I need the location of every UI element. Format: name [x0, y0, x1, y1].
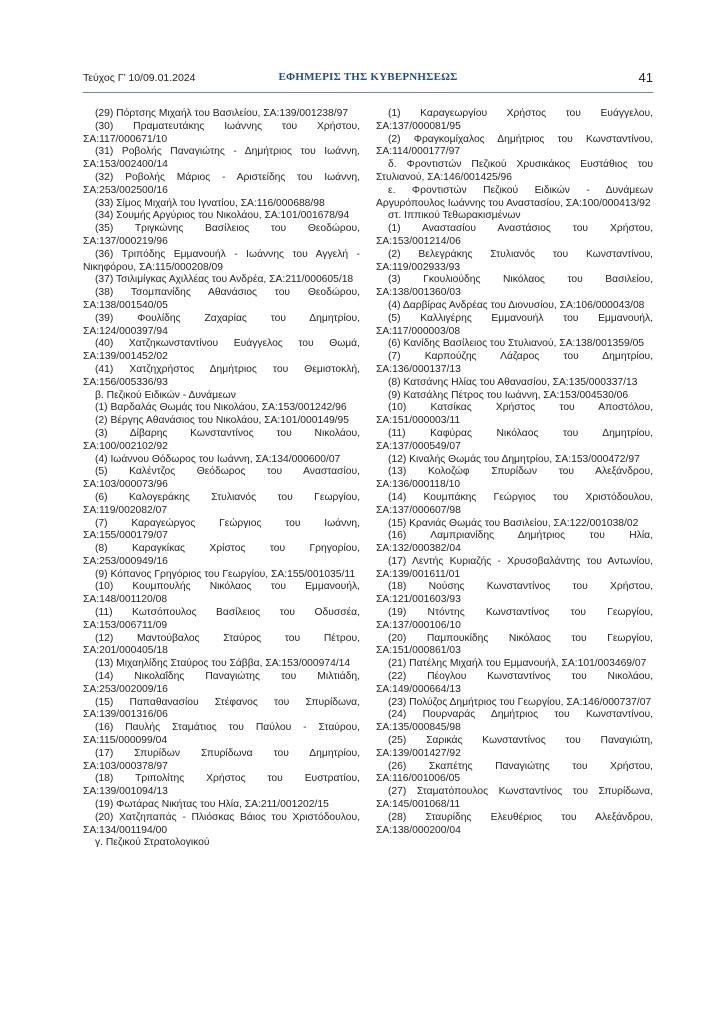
list-item: (39) Φουλίδης Ζαχαρίας του Δημητρίου, ΣΑ:124/000397/94 — [83, 312, 360, 337]
list-item: (22) Πέογλου Κωνσταντίνος του Νικολάου, ΣΑ:149/000664/13 — [376, 671, 653, 695]
list-item: (1) Καραγεωργίου Χρήστος του Ευάγγελου, ΣΑ:137/000081/95 — [376, 108, 653, 132]
list-item: (4) Δαρβίρας Ανδρέας του Διονυσίου, ΣΑ:106/000043/08 — [388, 299, 645, 311]
list-item: (4) Ιωάννου Θόδωρος του Ιωάννη, ΣΑ:134/000600/07 — [95, 453, 341, 465]
list-item: (2) Βελεγράκης Στυλιανός του Κωνσταντίνου, ΣΑ:119/002933/93 — [376, 248, 653, 273]
list-item: (18) Νούσης Κωνσταντίνος του Χρήστου, ΣΑ:121/001603/93 — [376, 581, 653, 606]
list-item: ε. Φροντιστών Πεζικού Ειδικών - Δυνάμεων Αργυρόπουλος Ιωάννης του Αναστασίου, ΣΑ:100/000413/92 — [376, 184, 653, 209]
list-item: (12) Μαντούβαλος Σταύρος του Πέτρου, ΣΑ:201/000405/18 — [83, 632, 360, 657]
page-header — [83, 70, 653, 90]
list-item: (20) Χατζηπαπάς - Πλιόσκας Βάιος του Χριστόδουλου, ΣΑ:134/001194/00 — [83, 811, 360, 836]
list-item: (3) Γκουλιούδης Νικόλαος του Βασιλείου, ΣΑ:138/001360/03 — [376, 274, 653, 299]
right-column — [376, 108, 653, 837]
list-item: (6) Καλογεράκης Στυλιανός του Γεωργίου, ΣΑ:119/002082/07 — [83, 491, 360, 516]
list-item: (36) Τριπόδης Εμμανουήλ - Ιωάννης του Αγγελή - Νικηφόρου, ΣΑ:115/000208/09 — [83, 248, 360, 273]
list-item: (24) Πουρναράς Δημήτριος του Κωνσταντίνου, ΣΑ:135/000845/98 — [376, 709, 653, 734]
list-item: (7) Καραγεώργος Γεώργιος του Ιωάννη, ΣΑ:155/000179/07 — [83, 517, 360, 542]
left-column — [83, 108, 360, 850]
list-item: (19) Ντόντης Κωνσταντίνος του Γεωργίου, ΣΑ:137/000106/10 — [376, 607, 653, 631]
list-item: (40) Χατζηκωνσταντίνου Ευάγγελος του Θωμά, ΣΑ:139/001452/02 — [83, 338, 360, 363]
list-item: (16) Λαμπριανίδης Δημήτριος του Ηλία, ΣΑ:132/000382/04 — [376, 530, 653, 555]
list-item: (11) Κωτσόπουλος Βασίλειος του Οδυσσέα, ΣΑ:153/006711/09 — [83, 607, 360, 631]
list-item: (3) Δίβαρης Κωνσταντίνος του Νικολάου, ΣΑ:100/002102/92 — [83, 427, 360, 452]
list-item: (8) Καραγκίκας Χρίστος του Γρηγορίου, ΣΑ:253/000949/16 — [83, 543, 360, 567]
list-item: (13) Κολοζώφ Σπυρίδων του Αλεξάνδρου, ΣΑ:136/000118/10 — [376, 466, 653, 491]
list-item: (34) Σουμής Αργύριος του Νικολάου, ΣΑ:101/001678/94 — [95, 210, 350, 222]
list-item: (27) Σταματόπουλος Κωνσταντίνος του Σπυρίδωνα, ΣΑ:145/001068/11 — [376, 786, 653, 811]
list-item: (17) Σπυρίδων Σπυρίδωνα του Δημητρίου, ΣΑ:103/000378/97 — [83, 747, 360, 772]
list-item: (35) Τριγκώνης Βασίλειος του Θεοδώρου, ΣΑ:137/000219/96 — [83, 223, 360, 247]
list-item: γ. Πεζικού Στρατολογικού — [95, 837, 210, 849]
list-item: (9) Κατσάλης Πέτρος του Ιωάννη, ΣΑ:153/004530/06 — [388, 389, 629, 401]
list-item: (25) Σαρικάς Κωνσταντίνος του Παναγιώτη, ΣΑ:139/001427/92 — [376, 735, 653, 759]
list-item: (1) Βαρδαλάς Θωμάς του Νικολάου, ΣΑ:153/001242/96 — [95, 402, 347, 414]
list-item: (8) Κατσάνης Ηλίας του Αθανασίου, ΣΑ:135/000337/13 — [388, 376, 638, 388]
list-item: (6) Κανίδης Βασίλειος του Στυλιανού, ΣΑ:138/001359/05 — [388, 338, 645, 350]
list-item: (28) Σταυρίδης Ελευθέριος του Αλεξάνδρου, ΣΑ:138/000200/04 — [376, 811, 653, 836]
list-item: (2) Φραγκομίχαλος Δημήτριος του Κωνσταντίνου, ΣΑ:114/000177/97 — [376, 133, 653, 158]
list-item: (32) Ροβολής Μάριος - Αριστείδης του Ιωάννη, ΣΑ:253/002500/16 — [83, 171, 360, 196]
list-item: (23) Πολύζος Δημήτριος του Γεωργίου, ΣΑ:146/000737/07 — [388, 696, 652, 708]
list-item: (41) Χατζηχρήστος Δημήτριος του Θεμιστοκλή, ΣΑ:156/005336/93 — [83, 363, 360, 388]
list-item: (19) Φωτάρας Νικήτας του Ηλία, ΣΑ:211/001202/15 — [95, 799, 329, 811]
list-item: (38) Τσομπανίδης Αθανάσιος του Θεοδώρου, ΣΑ:138/001540/05 — [83, 287, 360, 311]
list-item: (26) Σκαπέτης Παναγιώτης του Χρήστου, ΣΑ:116/001006/05 — [376, 760, 653, 785]
list-item: (1) Αναστασίου Αναστάσιος του Χρήστου, ΣΑ:153/001214/06 — [376, 223, 653, 247]
list-item: (33) Σίμος Μιχαήλ του Ιγνατίου, ΣΑ:116/000688/98 — [95, 197, 325, 209]
list-item: (20) Παμπουκίδης Νικόλαος του Γεωργίου, ΣΑ:151/000861/03 — [376, 632, 653, 657]
list-item: (18) Τριπολίτης Χρήστος του Ευστρατίου, ΣΑ:139/001094/13 — [83, 773, 360, 798]
list-item: (13) Μιχαηλίδης Σταύρος του Σάββα, ΣΑ:153/000974/14 — [95, 658, 351, 670]
list-item: (9) Κόπανος Γρηγόριος του Γεωργίου, ΣΑ:155/001035/11 — [95, 568, 356, 580]
list-item: (10) Κουμπουλής Νικόλαος του Εμμανουήλ, ΣΑ:148/001120/08 — [83, 581, 360, 606]
list-item: (30) Πραματευτάκης Ιωάννης του Χρήστου, ΣΑ:117/000671/10 — [83, 120, 360, 145]
list-item: (15) Κρανιάς Θωμάς του Βασιλείου, ΣΑ:122/001038/02 — [388, 517, 639, 529]
list-item: (2) Βέργης Αθανάσιος του Νικολάου, ΣΑ:101/000149/95 — [95, 415, 349, 427]
list-item: (5) Καλλιγέρης Εμμανουήλ του Εμμανουήλ, ΣΑ:117/000003/08 — [376, 312, 653, 337]
list-item: (5) Καλέντζος Θεόδωρος του Αναστασίου, ΣΑ:103/000073/96 — [83, 466, 360, 491]
header-divider — [83, 92, 653, 93]
list-item: (16) Παυλής Σταμάτιος του Παύλου - Σταύρου, ΣΑ:115/000099/04 — [83, 722, 360, 747]
list-item: (7) Καρπούζης Λάζαρος του Δημητρίου, ΣΑ:136/000137/13 — [376, 351, 653, 375]
gazette-title: ΕΦΗΜΕΡΙΣ ΤΗΣ ΚΥΒΕΡΝΗΣΕΩΣ — [278, 71, 458, 83]
list-item: δ. Φροντιστών Πεζικού Χρυσικάκος Ευστάθιος του Στυλιανού, ΣΑ:146/001425/96 — [376, 159, 653, 183]
list-item: (31) Ροβολής Παναγιώτης - Δημήτριος του Ιωάννη, ΣΑ:153/002400/14 — [83, 146, 360, 171]
list-item: (10) Κατσίκας Χρήστος του Αποστόλου, ΣΑ:151/000003/11 — [376, 402, 653, 427]
list-item: (17) Λεντής Κυριαζής - Χρυσοβαλάντης του Αντωνίου, ΣΑ:139/001611/01 — [376, 555, 653, 580]
page-number: 41 — [638, 70, 653, 85]
list-item: (12) Κιναλής Θωμάς του Δημητρίου, ΣΑ:153/000472/97 — [388, 453, 640, 465]
list-item: στ. Ιππικού Τεθωρακισμένων — [388, 210, 521, 222]
list-item: (37) Τσιλιμίγκας Αχιλλέας του Ανδρέα, ΣΑ:211/000605/18 — [95, 274, 354, 286]
issue-label: Τεύχος Γ’ 10/09.01.2024 — [83, 72, 196, 84]
list-item: (14) Κουμπάκης Γεώργιος του Χριστόδουλου, ΣΑ:137/000607/98 — [376, 491, 653, 516]
list-item: (21) Πατέλης Μιχαήλ του Εμμανουήλ, ΣΑ:101/003469/07 — [388, 658, 647, 670]
list-item: (29) Πόρτσης Μιχαήλ του Βασιλείου, ΣΑ:139/001238/97 — [95, 108, 349, 119]
list-item: (14) Νικολαΐδης Παναγιώτης του Μιλτιάδη, ΣΑ:253/002009/16 — [83, 671, 360, 695]
list-item: (15) Παπαθανασίου Στέφανος του Σπυρίδωνα, ΣΑ:139/001316/06 — [83, 696, 360, 721]
list-item: (11) Καφύρας Νικόλαος του Δημητρίου, ΣΑ:137/000549/07 — [376, 427, 653, 452]
list-item: β. Πεζικού Ειδικών - Δυνάμεων — [95, 389, 236, 401]
